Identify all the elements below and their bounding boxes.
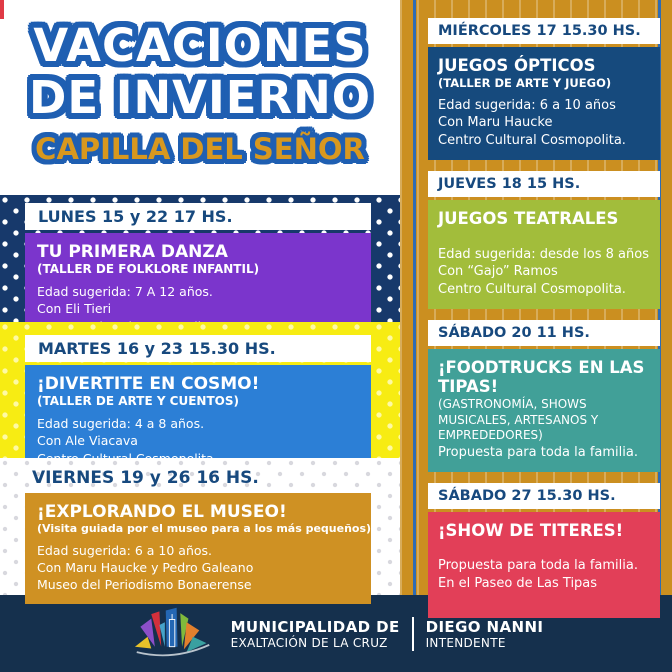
event-title: ¡DIVERTITE EN COSMO!: [37, 374, 260, 394]
event-card-explorando-el-museo: [25, 493, 371, 604]
date-bar-saturday-27: SÁBADO 27 15.30 HS.: [428, 483, 660, 509]
municipality-name: [231, 618, 400, 650]
event-detail: Edad sugerida: desde los 8 años: [438, 246, 649, 262]
event-detail: Propuesta para toda la familia.: [438, 444, 638, 460]
event-card-show-de-titeres: [428, 512, 660, 618]
event-detail: En el Paseo de Las Tipas: [438, 576, 598, 592]
event-title: ¡FOODTRUCKS EN LAS TIPAS!: [438, 357, 645, 397]
event-card-juegos-teatrales: [428, 200, 660, 309]
date-bar-tuesday: MARTES 16 y 23 15.30 HS.: [25, 335, 371, 362]
municipality-line-2: EXALTACIÓN DE LA CRUZ: [230, 635, 388, 650]
event-detail: Museo del Periodismo Bonaerense: [37, 577, 252, 593]
date-bar-friday: VIERNES 19 y 26 16 HS.: [32, 468, 259, 488]
right-column: [400, 0, 672, 595]
event-title: ¡SHOW DE TITERES!: [438, 520, 624, 540]
date-bar-wednesday: MIÉRCOLES 17 15.30 HS.: [428, 18, 660, 44]
card-saturday-20: [428, 320, 660, 472]
municipality-logo-icon: [129, 605, 217, 663]
date-bar-thursday: JUEVES 18 15 HS.: [428, 171, 660, 197]
event-detail: Con Maru Haucke: [438, 115, 553, 131]
card-thursday: [428, 171, 660, 309]
event-detail: Centro Cultural Cosmopolita.: [438, 281, 626, 297]
spacer: [438, 540, 650, 557]
event-detail: Edad sugerida: 4 a 8 años.: [37, 416, 205, 432]
event-detail: Con “Gajo” Ramos: [438, 264, 558, 280]
event-detail: Con Maru Haucke y Pedro Galeano: [37, 560, 254, 576]
official-name: [426, 618, 544, 650]
title-block: [0, 0, 400, 195]
official-line-1: DIEGO NANNI: [425, 617, 544, 636]
event-subtitle: (TALLER DE ARTE Y JUEGO): [438, 75, 612, 90]
title-line-2: DE INVIERNO: [28, 71, 372, 125]
panel-border-left: [413, 0, 416, 595]
section-tuesday: [0, 322, 400, 458]
event-detail: Centro Cultural Cosmopolita.: [438, 133, 626, 149]
event-subtitle: (TALLER DE ARTE Y CUENTOS): [37, 394, 239, 409]
event-detail: Propuesta para toda la familia.: [438, 558, 638, 574]
card-wednesday: [428, 18, 660, 160]
footer-divider: [412, 617, 414, 651]
event-subtitle: (Visita guiada por el museo para a los más pequeños): [37, 522, 372, 536]
card-saturday-27: [428, 483, 660, 618]
section-friday: [0, 458, 400, 595]
date-bar-saturday-20: SÁBADO 20 11 HS.: [428, 320, 660, 346]
event-detail: Con Ale Viacava: [37, 433, 138, 449]
event-title: TU PRIMERA DANZA: [37, 242, 228, 262]
event-subtitle: (GASTRONOMÍA, SHOWS MUSICALES, ARTESANOS Y EMPREDEDORES): [438, 397, 599, 443]
footer-text: [231, 617, 544, 651]
event-detail: Edad sugerida: 6 a 10 años: [438, 97, 616, 113]
event-card-juegos-opticos: [428, 47, 660, 160]
spacer: [438, 229, 650, 246]
event-subtitle: (TALLER DE FOLKLORE INFANTIL): [37, 262, 260, 277]
section-monday: [0, 195, 400, 322]
municipality-line-1: MUNICIPALIDAD DE: [230, 617, 400, 636]
date-bar-monday: LUNES 15 y 22 17 HS.: [25, 203, 371, 230]
corner-mark: [0, 0, 4, 19]
event-title: ¡EXPLORANDO EL MUSEO!: [37, 502, 287, 522]
event-title: JUEGOS TEATRALES: [438, 208, 619, 228]
event-detail: Edad sugerida: 7 A 12 años.: [37, 284, 213, 300]
event-detail: Con Eli Tieri: [37, 301, 112, 317]
event-card-foodtrucks: [428, 349, 660, 472]
title-location: CAPILLA DEL SEÑOR: [35, 132, 365, 167]
event-detail: Edad sugerida: 6 a 10 años.: [37, 542, 213, 558]
official-line-2: INTENDENTE: [425, 635, 506, 650]
event-title: JUEGOS ÓPTICOS: [438, 56, 596, 75]
title-line-1: VACACIONES: [33, 19, 367, 72]
